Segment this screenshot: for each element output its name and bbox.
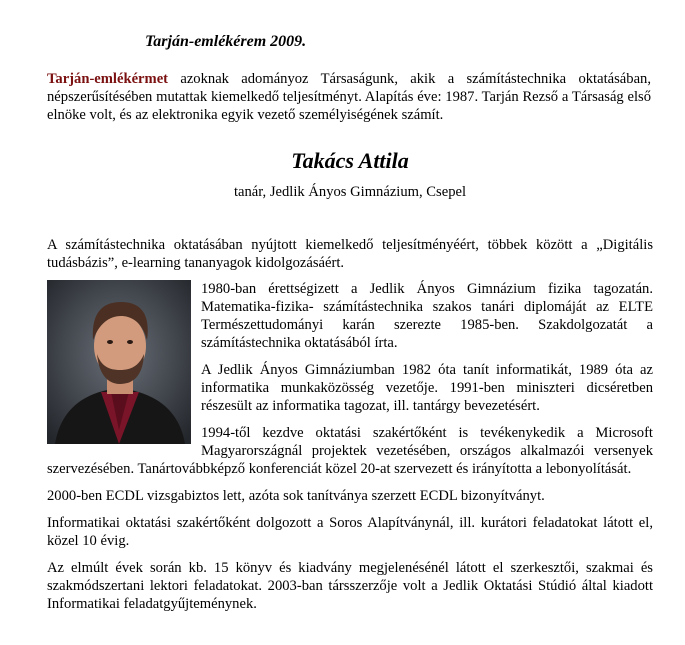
awardee-name: Takács Attila xyxy=(291,148,409,173)
biography xyxy=(47,280,653,622)
bio-paragraph-6: Az elmúlt évek során kb. 15 könyv és kiadvány megjelenésénél látott el szerkesztői, szakmai és szakmódszertani lektori feladatokat. 2003-ban társszerzője volt a Jedlik Oktatási Stúdió által kiadott Informatikai feladatgyűjteménynek. xyxy=(47,560,653,612)
intro-text: azoknak adományoz Társaságunk, akik a számítástechnika oktatásában, népszerűsítésében mutattak kiemelkedő teljesítményt. Alapítás éve: 1987. Tarján Rezső a Társaság első elnöke volt, és az elektronika egyik vezető személyiségének számít. xyxy=(47,71,651,123)
award-reason: A számítástechnika oktatásában nyújtott kiemelkedő teljesítményéért, többek között a „Digitális tudásbázis”, e-learning tananyagok kidolgozásáért. xyxy=(47,237,653,271)
bio-paragraph-3: 1994-től kezdve oktatási szakértőként is tevékenykedik a Microsoft Magyarországnál projektek vezetésében, országos alkalmazói versenyek szervezésében. Tanártovábbképző konferenciát közel 20-at szervezett és irányította a lebonyolítását. xyxy=(47,425,653,477)
document-heading: Tarján-emlékérem 2009. xyxy=(145,33,307,50)
awardee-role: tanár, Jedlik Ányos Gimnázium, Csepel xyxy=(233,184,467,200)
bio-paragraph-4: 2000-ben ECDL vizsgabiztos lett, azóta sok tanítványa szerzett ECDL bizonyítványt. xyxy=(47,488,545,504)
bio-paragraph-2: A Jedlik Ányos Gimnáziumban 1982 óta tanít informatikát, 1989 óta az informatika munkaközösség vezetője. 1991-ben miniszteri dicséretben részesült az informatika tagozat, ill. tantárgy bevezetésért. xyxy=(201,362,653,414)
intro-paragraph xyxy=(47,70,651,124)
bio-paragraph-5: Informatikai oktatási szakértőként dolgozott a Soros Alapítványnál, ill. kurátori feladatokat látott el, közel 10 évig. xyxy=(47,515,653,549)
intro-lead: Tarján-emlékérmet xyxy=(47,71,169,87)
bio-paragraph-1: 1980-ban érettségizett a Jedlik Ányos Gimnázium fizika tagozatán. Matematika-fizika- számítástechnika szakos tanári diplomáját az ELTE Természettudományi karán szerezte 1985-ben. Szakdolgozatát a számítástechnika oktatásából írta. xyxy=(201,281,653,351)
portrait-photo xyxy=(47,280,191,444)
